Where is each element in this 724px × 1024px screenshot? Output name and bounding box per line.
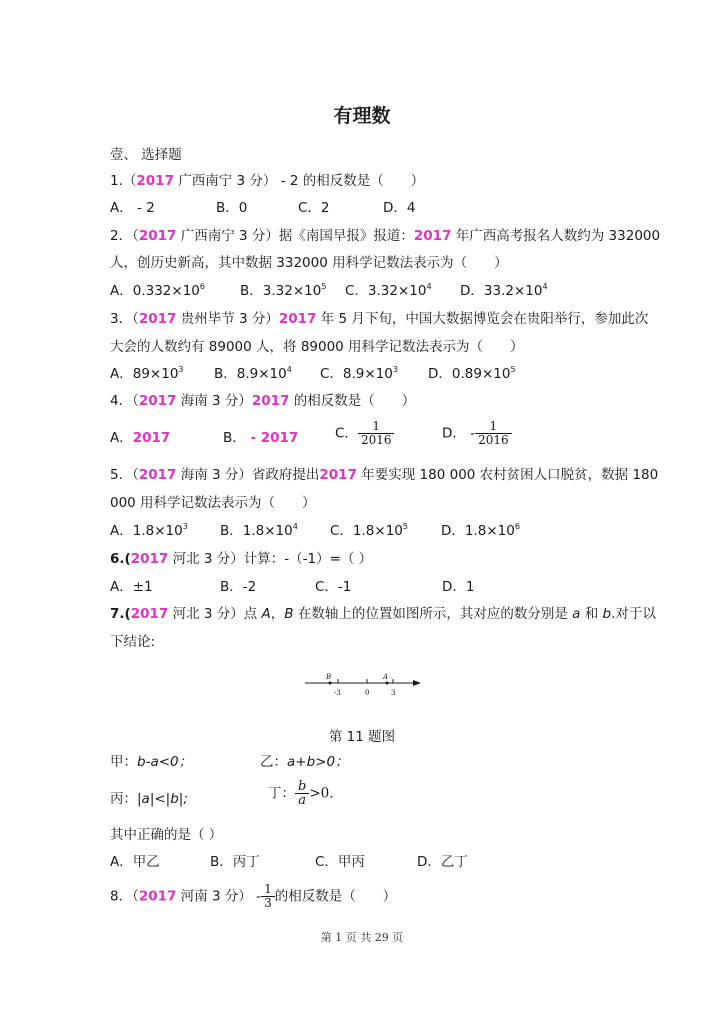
q1-source: 广西南宁 3 分） bbox=[173, 173, 277, 189]
q3-number: 3．（ bbox=[110, 311, 139, 327]
q4-source: 海南 3 分） bbox=[176, 393, 252, 409]
q1-year: 2017 bbox=[136, 173, 174, 189]
q7-number: 7.( bbox=[110, 606, 131, 622]
statement-bing: 丙：|a|<|b|; bbox=[110, 791, 188, 807]
q2-text: 年广西高考报名人数约为 332000 bbox=[451, 228, 661, 244]
q3-year: 2017 bbox=[138, 311, 177, 327]
q2-option-b: B．$3.32\times 10^5$ bbox=[240, 282, 327, 299]
q7-source: 河北 3 分）点 bbox=[168, 606, 262, 622]
q4-year: 2017 bbox=[138, 393, 177, 409]
q2-number: 2．（ bbox=[110, 228, 139, 244]
q2-line-2: 人，创历史新高，其中数据 332000 用科学记数法表示为（ ） bbox=[110, 255, 508, 271]
q8-number: 8．（ bbox=[110, 888, 139, 905]
question-2 bbox=[110, 227, 660, 245]
q3-option-d: D．$0.89\times 10^5$ bbox=[428, 365, 516, 382]
q3-source: 贵州毕节 3 分） bbox=[176, 311, 279, 327]
page-title: 有理数 bbox=[333, 105, 391, 127]
q4-number: 4．（ bbox=[110, 393, 139, 409]
q1-number: 1.（ bbox=[110, 173, 137, 189]
question-1 bbox=[110, 172, 424, 190]
q7-option-d: D．乙丁 bbox=[417, 854, 468, 870]
point-b-label: B bbox=[326, 673, 332, 681]
q4-option-c: C． $\frac{1}{2016}$ bbox=[335, 420, 394, 447]
q5-year: 2017 bbox=[138, 467, 177, 483]
q1-option-c: C．2 bbox=[298, 200, 330, 216]
q2-option-a: A．$0.332\times 10^6$ bbox=[110, 282, 205, 299]
q4-year-2: 2017 bbox=[251, 393, 290, 409]
q6-number: 6.( bbox=[110, 551, 131, 567]
tick-label-neg3: -3 bbox=[334, 689, 341, 697]
q7-option-a: A．甲乙 bbox=[110, 854, 160, 870]
q8-source: 河南 3 分） - bbox=[176, 888, 262, 905]
q3-year-2: 2017 bbox=[278, 311, 317, 327]
q6-source: 河北 3 分）计算：-（-1）=（ ） bbox=[168, 551, 373, 567]
q5-option-d: D．$1.8\times 10^6$ bbox=[441, 522, 520, 539]
q5-number: 5．（ bbox=[110, 467, 139, 483]
page-footer: 第 1 页 共 29 页 bbox=[320, 931, 404, 944]
point-a-label: A bbox=[383, 673, 389, 681]
q7-option-c: C．甲丙 bbox=[315, 854, 365, 870]
q5-option-a: A．$1.8\times 10^3$ bbox=[110, 522, 188, 539]
q8-text: 的相反数是（ ） bbox=[274, 888, 397, 905]
q3-option-c: C．$8.9\times 10^3$ bbox=[320, 365, 398, 382]
point-b-marker bbox=[329, 682, 332, 685]
tick-label-0: 0 bbox=[365, 689, 370, 697]
tick-label-3: 3 bbox=[391, 689, 396, 697]
q1-option-a: A． - 2 bbox=[110, 200, 155, 216]
q7-line-2: 下结论: bbox=[110, 634, 156, 650]
question-8 bbox=[110, 883, 396, 910]
q4-option-a: A．2017 bbox=[110, 430, 171, 446]
q3-line-2: 大会的人数约有 89000 人，将 89000 用科学记数法表示为（ ） bbox=[110, 339, 524, 355]
q7-year: 2017 bbox=[130, 606, 169, 622]
q2-source: 广西南宁 3 分）据《南国早报》报道： bbox=[176, 228, 414, 244]
q3-option-a: A．$89\times 10^3$ bbox=[110, 365, 184, 382]
q6-option-b: B．-2 bbox=[220, 579, 257, 595]
number-line-figure bbox=[300, 670, 425, 700]
q5-line-2: 000 用科学记数法表示为（ ） bbox=[110, 495, 316, 511]
q8-year: 2017 bbox=[138, 888, 177, 905]
statement-ding: 丁： $\frac{b}{a}$ >0． bbox=[268, 779, 343, 808]
q1-text: - 2 的相反数是（ ） bbox=[276, 173, 425, 189]
q5-year-2: 2017 bbox=[319, 467, 357, 483]
q2-option-c: C．$3.32\times 10^4$ bbox=[345, 282, 432, 299]
ding-fraction: $\frac{b}{a}$ bbox=[295, 780, 309, 807]
q1-option-b: B．0 bbox=[216, 200, 248, 216]
question-6 bbox=[110, 550, 372, 568]
q7-option-b: B．丙丁 bbox=[210, 854, 260, 870]
q6-option-c: C．-1 bbox=[315, 579, 352, 595]
figure-caption: 第 11 题图 bbox=[328, 729, 396, 745]
q4-text: 的相反数是（ ） bbox=[289, 393, 416, 409]
q2-year-2: 2017 bbox=[413, 228, 452, 244]
q6-option-a: A．±1 bbox=[110, 579, 153, 595]
q7-question: 其中正确的是（ ） bbox=[110, 827, 223, 843]
q5-option-b: B．$1.8\times 10^4$ bbox=[220, 522, 298, 539]
q6-year: 2017 bbox=[130, 551, 169, 567]
q4-option-d: D． - $\frac{1}{2016}$ bbox=[442, 420, 512, 447]
q2-option-d: D．$33.2\times 10^4$ bbox=[460, 282, 548, 299]
question-3 bbox=[110, 310, 648, 328]
number-line-arrow bbox=[413, 680, 421, 686]
q3-option-b: B．$8.9\times 10^4$ bbox=[214, 365, 292, 382]
q5-source: 海南 3 分）省政府提出 bbox=[176, 467, 320, 483]
statement-yi: 乙：a+b>0； bbox=[260, 754, 349, 770]
point-a-marker bbox=[386, 682, 389, 685]
q4-d-fraction: $\frac{1}{2016}$ bbox=[475, 420, 512, 447]
q4-c-fraction: $\frac{1}{2016}$ bbox=[358, 420, 395, 447]
q3-text: 年 5 月下旬，中国大数据博览会在贵阳举行，参加此次 bbox=[316, 311, 649, 327]
question-4 bbox=[110, 392, 415, 410]
q2-year: 2017 bbox=[138, 228, 177, 244]
q1-option-d: D．4 bbox=[383, 200, 416, 216]
q4-option-b: B． - 2017 bbox=[223, 430, 299, 446]
question-5 bbox=[110, 466, 658, 484]
question-7: 7.(2017 河北 3 分）点 A，B 在数轴上的位置如图所示，其对应的数分别是 a 和 b.对于以 bbox=[110, 606, 656, 622]
section-heading: 壹、 选择题 bbox=[110, 147, 182, 163]
q6-option-d: D．1 bbox=[442, 579, 475, 595]
q5-option-c: C．$1.8\times 10^5$ bbox=[330, 522, 408, 539]
q5-text: 年要实现 180 000 农村贫困人口脱贫，数据 180 bbox=[356, 467, 659, 483]
statement-jia: 甲：b-a<0； bbox=[110, 754, 193, 770]
q8-fraction: $\frac{1}{3}$ bbox=[261, 883, 275, 910]
